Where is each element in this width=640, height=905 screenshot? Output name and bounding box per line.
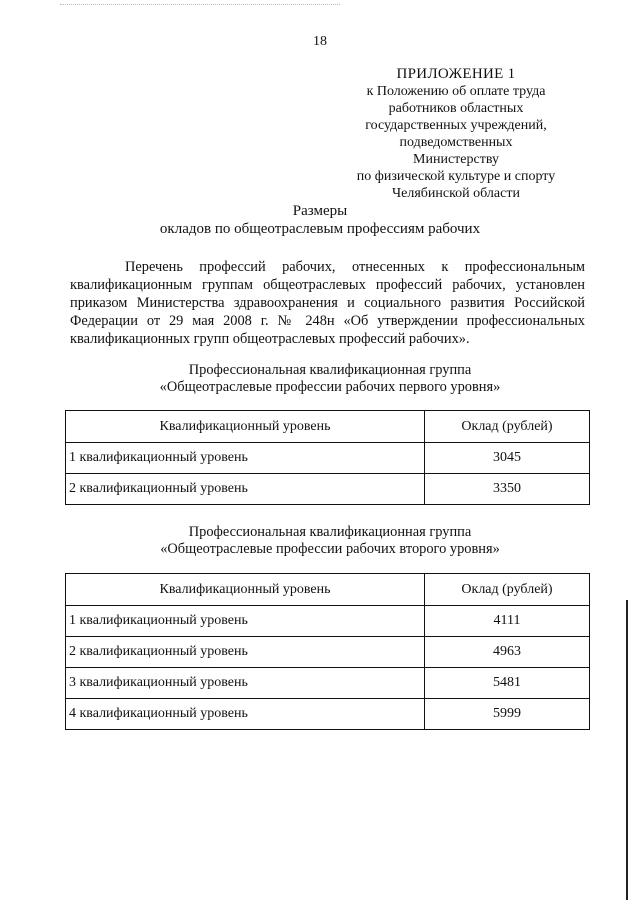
- table-row: [66, 699, 590, 730]
- appendix-line: к Положению об оплате труда: [366, 84, 546, 99]
- level-cell: 3 квалификационный уровень: [66, 668, 425, 699]
- scan-artifact: [60, 4, 340, 6]
- level-cell: 1 квалификационный уровень: [66, 443, 425, 474]
- table-row: [66, 443, 590, 474]
- page-number: 18: [313, 34, 327, 49]
- column-header-level: Квалификационный уровень: [66, 574, 425, 606]
- table-header-row: [66, 574, 590, 606]
- salary-cell: 4111: [425, 606, 590, 637]
- salary-table-second-level: [65, 573, 590, 730]
- group-title-second-level: [0, 524, 640, 558]
- group-title-line-1: Профессиональная квалификационная группа: [188, 524, 472, 540]
- salary-cell: 5999: [425, 699, 590, 730]
- column-header-salary: Оклад (рублей): [425, 574, 590, 606]
- table-row: [66, 637, 590, 668]
- column-header-level: Квалификационный уровень: [66, 411, 425, 443]
- group-title-line-2: «Общеотраслевые профессии рабочих второго уровня»: [160, 541, 500, 557]
- salary-cell: 3045: [425, 443, 590, 474]
- appendix-title: ПРИЛОЖЕНИЕ 1: [396, 66, 516, 82]
- appendix-block: [356, 66, 556, 202]
- appendix-line: подведомственных Министерству: [399, 135, 513, 167]
- table-row: [66, 668, 590, 699]
- heading-line-1: Размеры: [292, 203, 348, 219]
- level-cell: 1 квалификационный уровень: [66, 606, 425, 637]
- level-cell: 2 квалификационный уровень: [66, 637, 425, 668]
- scan-edge-line: [626, 600, 628, 900]
- document-heading: [0, 202, 640, 238]
- table-row: [66, 606, 590, 637]
- group-title-line-1: Профессиональная квалификационная группа: [188, 362, 472, 378]
- salary-cell: 4963: [425, 637, 590, 668]
- intro-paragraph: Перечень профессий рабочих, отнесенных к профессиональным квалификационным группам общеотраслевых профессий рабочих, установлен приказом Министерства здравоохранения и социального развития Российской Федерации от 29 мая 2008 г. № 248н «Об утверждении профессиональных квалификационных групп общеотраслевых профессий рабочих».: [70, 259, 585, 347]
- level-cell: 2 квалификационный уровень: [66, 474, 425, 505]
- column-header-salary: Оклад (рублей): [425, 411, 590, 443]
- level-cell: 4 квалификационный уровень: [66, 699, 425, 730]
- salary-table-first-level: [65, 410, 590, 505]
- salary-cell: 5481: [425, 668, 590, 699]
- table-header-row: [66, 411, 590, 443]
- appendix-line: государственных учреждений,: [365, 118, 547, 133]
- appendix-line: работников областных: [388, 101, 524, 116]
- table-row: [66, 474, 590, 505]
- appendix-line: по физической культуре и спорту: [356, 169, 556, 184]
- group-title-line-2: «Общеотраслевые профессии рабочих первого уровня»: [159, 379, 501, 395]
- group-title-first-level: [0, 362, 640, 396]
- heading-line-2: окладов по общеотраслевым профессиям рабочих: [159, 221, 481, 237]
- salary-cell: 3350: [425, 474, 590, 505]
- appendix-line: Челябинской области: [392, 186, 520, 201]
